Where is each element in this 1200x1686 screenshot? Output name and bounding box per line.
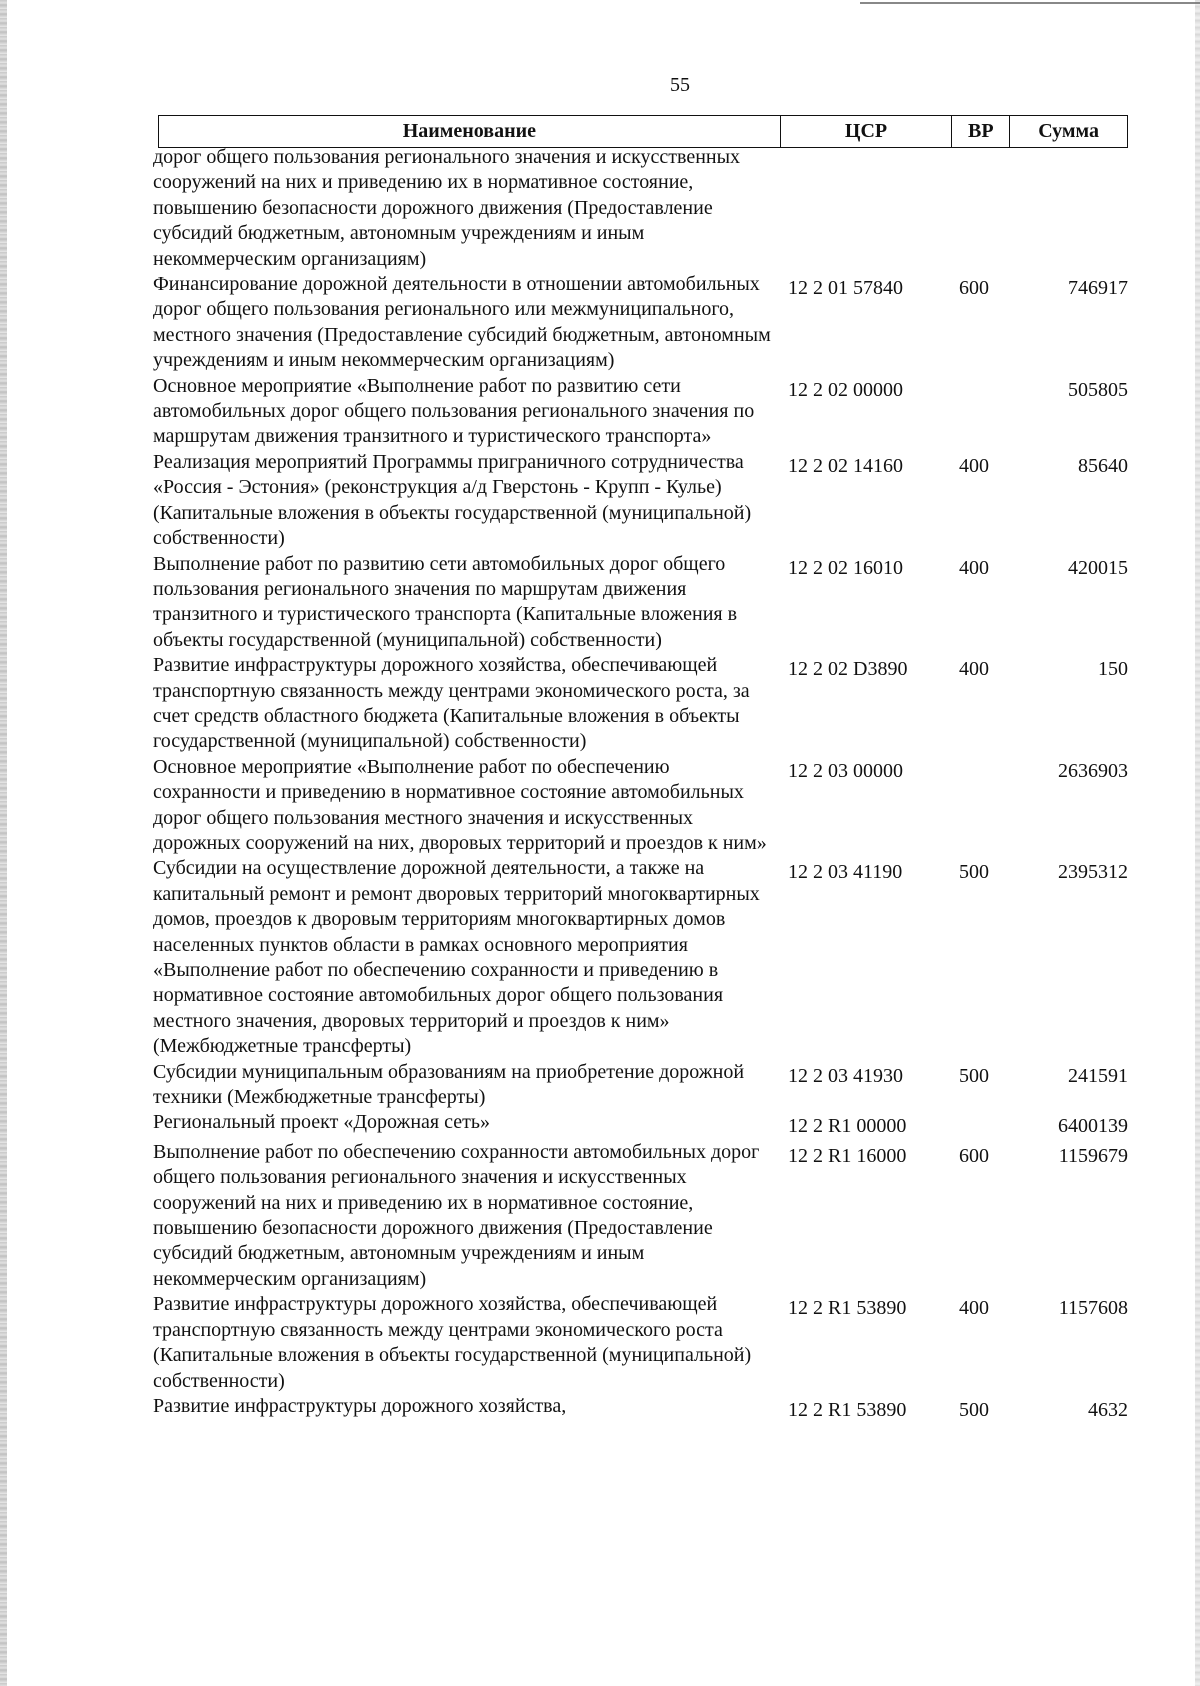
table-row xyxy=(153,1110,1133,1139)
row-csr: 12 2 02 14160 xyxy=(788,454,903,477)
row-vr: 400 xyxy=(959,658,989,681)
table-row xyxy=(153,145,1133,272)
row-name: Финансирование дорожной деятельности в отношении автомобильных дорог общего пользования регионального или межмуниципального, местного значения (Предоставление субсидий бюджетным, автономным учреждениям и иным некоммерческим организациям) xyxy=(153,273,771,372)
row-sum: 241591 xyxy=(1068,1064,1128,1087)
row-name: Выполнение работ по развитию сети автомобильных дорог общего пользования регионального значения по маршрутам движения транзитного и туристического транспорта (Капитальные вложения в объекты государственной (муниципальной) собственности) xyxy=(153,552,738,651)
row-csr: 12 2 02 D3890 xyxy=(788,658,908,681)
header-sum: Сумма xyxy=(1038,120,1100,142)
header-csr: ЦСР xyxy=(781,116,953,147)
row-sum: 6400139 xyxy=(1058,1115,1128,1138)
row-vr: 400 xyxy=(959,1297,989,1320)
row-vr: 400 xyxy=(959,454,989,477)
row-name: Выполнение работ по обеспечению сохранности автомобильных дорог общего пользования регионального значения и искусственных сооружений на них и приведению их в нормативное состояние, повышению безопасности дорожного движения (Предоставление субсидий бюджетным, автономным учреждениям и иным некоммерческим организациям) xyxy=(153,1140,760,1290)
row-vr: 600 xyxy=(959,277,989,300)
row-sum: 1159679 xyxy=(1058,1144,1128,1167)
scan-edge-top xyxy=(860,2,1200,4)
table-row xyxy=(153,653,1133,755)
scan-edge-right xyxy=(1195,0,1200,1686)
row-name: Основное мероприятие «Выполнение работ по развитию сети автомобильных дорог общего пользования регионального значения по маршрутам движения транзитного и туристического транспорта» xyxy=(153,374,755,448)
row-sum: 85640 xyxy=(1078,454,1128,477)
row-vr: 400 xyxy=(959,556,989,579)
row-csr xyxy=(781,145,953,272)
table-row xyxy=(153,1060,1133,1111)
row-csr: 12 2 03 41930 xyxy=(788,1064,903,1087)
table-row xyxy=(153,1394,1133,1423)
row-sum: 4632 xyxy=(1088,1398,1128,1421)
row-vr: 500 xyxy=(959,1398,989,1421)
header-name: Наименование xyxy=(159,116,781,147)
row-name: Развитие инфраструктуры дорожного хозяйства, обеспечивающей транспортную связанность между центрами экономического роста (Капитальные вложения в объекты государственной (муниципальной) собственности) xyxy=(153,1293,752,1392)
row-csr: 12 2 R1 16000 xyxy=(788,1144,907,1167)
table-body xyxy=(153,145,1133,1423)
table-row xyxy=(153,272,1133,374)
row-csr: 12 2 R1 00000 xyxy=(788,1115,907,1138)
header-vr: ВР xyxy=(952,116,1010,147)
table-row xyxy=(153,374,1133,450)
row-name: Основное мероприятие «Выполнение работ по обеспечению сохранности и приведению в нормативное состояние автомобильных дорог общего пользования местного значения и искусственных дорожных сооружений на них, дворовых территорий и проездов к ним» xyxy=(153,755,767,854)
table-row xyxy=(153,552,1133,654)
table-row xyxy=(153,755,1133,857)
table-header xyxy=(158,115,1128,148)
row-sum: 420015 xyxy=(1068,556,1128,579)
row-name: Развитие инфраструктуры дорожного хозяйства, обеспечивающей транспортную связанность между центрами экономического роста, за счет средств областного бюджета (Капитальные вложения в объекты государственной (муниципальной) собственности) xyxy=(153,654,750,753)
row-csr: 12 2 02 16010 xyxy=(788,556,903,579)
row-sum: 2636903 xyxy=(1058,759,1128,782)
table-row xyxy=(153,450,1133,552)
row-csr: 12 2 02 00000 xyxy=(788,378,903,401)
row-sum: 505805 xyxy=(1068,378,1128,401)
row-vr: 500 xyxy=(959,861,989,884)
row-sum: 2395312 xyxy=(1058,861,1128,884)
row-name: дорог общего пользования регионального значения и искусственных сооружений на них и приведению их в нормативное состояние, повышению безопасности дорожного движения (Предоставление субсидий бюджетным, автономным учреждениям и иным некоммерческим организациям) xyxy=(153,146,741,270)
row-sum: 150 xyxy=(1098,658,1128,681)
row-sum: 746917 xyxy=(1068,277,1128,300)
row-vr xyxy=(953,1110,1003,1139)
row-vr xyxy=(953,755,1003,857)
row-csr: 12 2 R1 53890 xyxy=(788,1398,907,1421)
row-name: Субсидии на осуществление дорожной деятельности, а также на капитальный ремонт и ремонт дворовых территорий многоквартирных домов, проездов к дворовым территориям многоквартирных домов населенных пунктов области в рамках основного мероприятия «Выполнение работ по обеспечению сохранности и приведению в нормативное состояние автомобильных дорог общего пользования местного значения, дворовых территорий и проездов к ним» (Межбюджетные трансферты) xyxy=(153,857,760,1058)
row-csr: 12 2 03 00000 xyxy=(788,759,903,782)
row-vr xyxy=(953,145,1003,272)
table-row xyxy=(153,1292,1133,1394)
row-vr xyxy=(953,374,1003,450)
table-row xyxy=(153,856,1133,1059)
row-sum xyxy=(1003,145,1128,272)
row-name: Субсидии муниципальным образованиям на приобретение дорожной техники (Межбюджетные трансферты) xyxy=(153,1060,745,1109)
row-csr: 12 2 03 41190 xyxy=(788,861,903,884)
row-sum: 1157608 xyxy=(1058,1297,1128,1320)
row-csr: 12 2 R1 53890 xyxy=(788,1297,907,1320)
table-row xyxy=(153,1140,1133,1292)
row-name: Региональный проект «Дорожная сеть» xyxy=(153,1111,490,1134)
row-vr: 600 xyxy=(959,1144,989,1167)
row-csr: 12 2 01 57840 xyxy=(788,277,903,300)
scan-edge-left xyxy=(0,0,7,1686)
row-vr: 500 xyxy=(959,1064,989,1087)
row-name: Реализация мероприятий Программы приграничного сотрудничества «Россия - Эстония» (реконструкция а/д Гверстонь - Крупп - Кулье) (Капитальные вложения в объекты государственной (муниципальной) собственности) xyxy=(153,450,752,550)
row-name: Развитие инфраструктуры дорожного хозяйства, xyxy=(153,1394,567,1417)
page-number: 55 xyxy=(670,74,690,96)
